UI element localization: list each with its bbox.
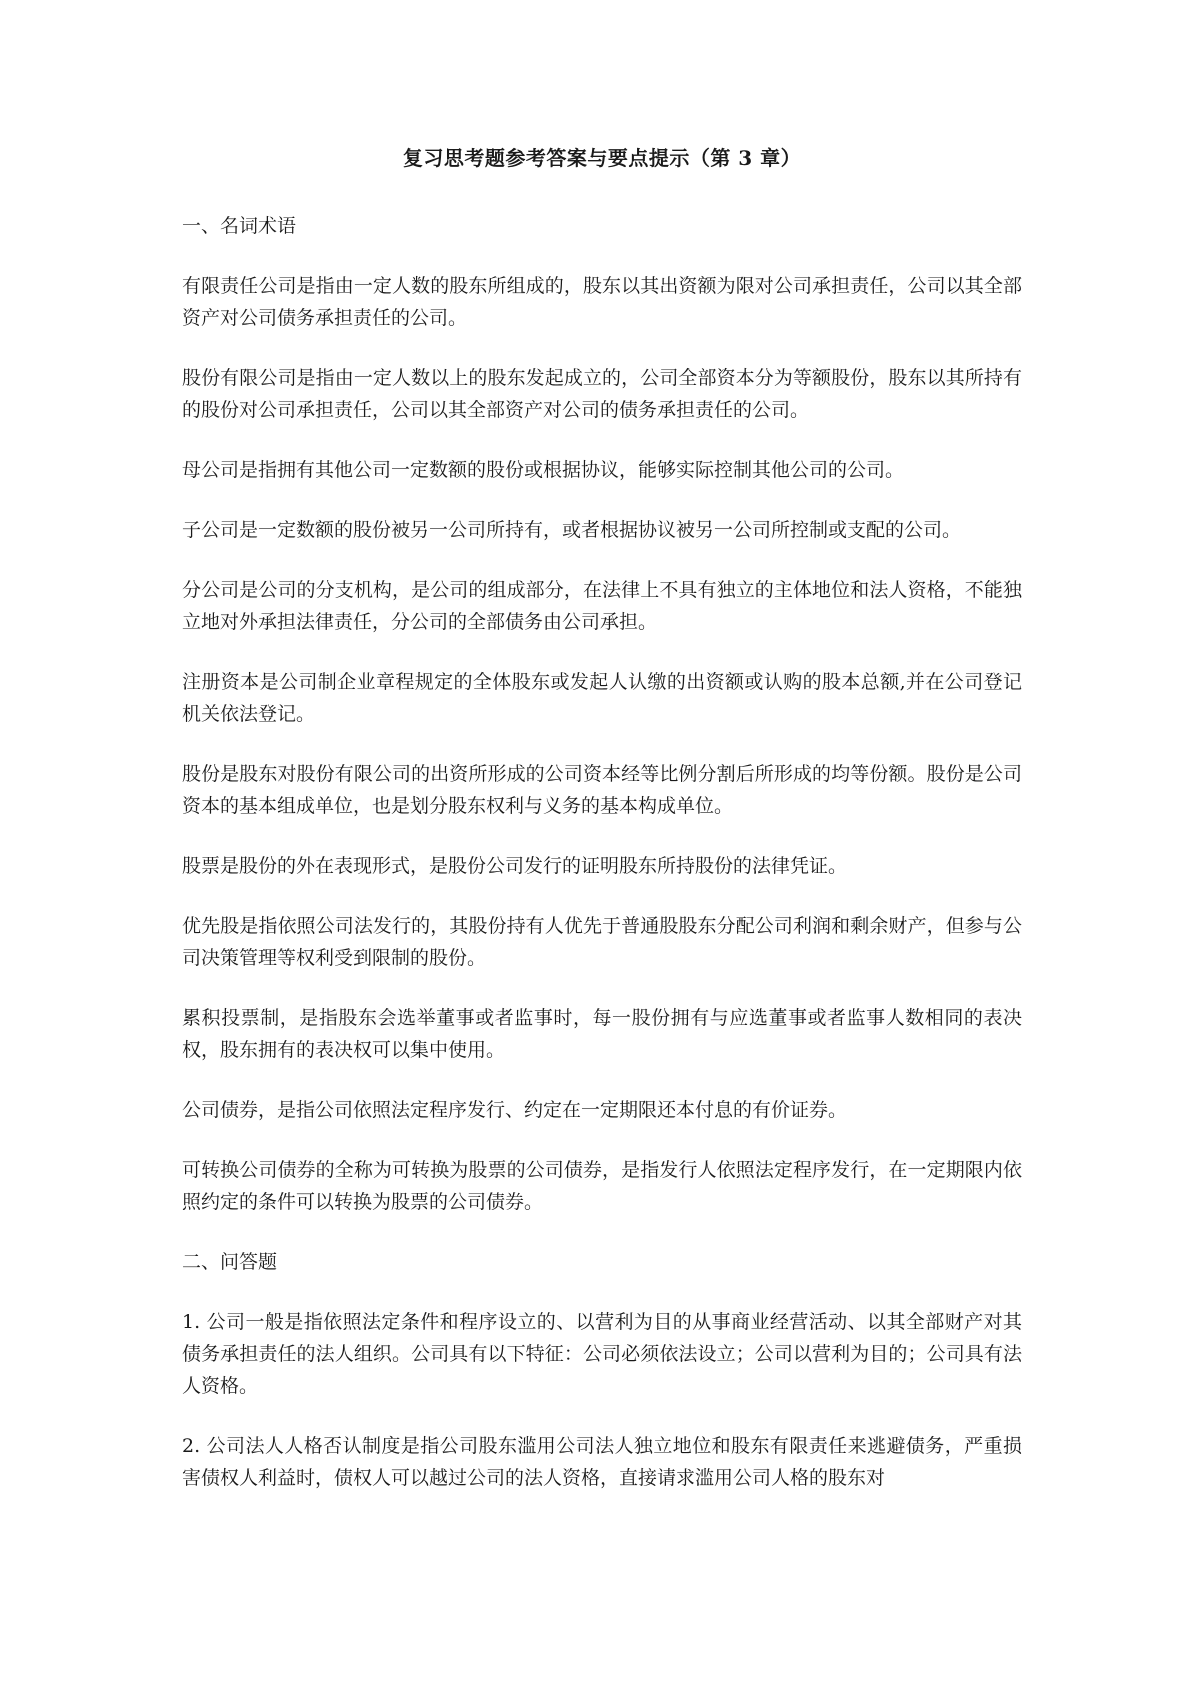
term-corporate-bond: 公司债券，是指公司依照法定程序发行、约定在一定期限还本付息的有价证券。 (182, 1099, 848, 1121)
term-registered-capital: 注册资本是公司制企业章程规定的全体股东或发起人认缴的出资额或认购的股本总额,并在公司登记机关依法登记。 (182, 671, 1022, 725)
term-preferred-stock: 优先股是指依照公司法发行的，其股份持有人优先于普通股股东分配公司利润和剩余财产，但参与公司决策管理等权利受到限制的股份。 (182, 915, 1022, 969)
answer-1: 1. 公司一般是指依照法定条件和程序设立的、以营利为目的从事商业经营活动、以其全部财产对其债务承担责任的法人组织。公司具有以下特征：公司必须依法设立；公司以营利为目的；公司具有法人资格。 (182, 1311, 1022, 1397)
term-stock: 股票是股份的外在表现形式，是股份公司发行的证明股东所持股份的法律凭证。 (182, 855, 848, 877)
term-cumulative-voting: 累积投票制，是指股东会选举董事或者监事时，每一股份拥有与应选董事或者监事人数相同的表决权，股东拥有的表决权可以集中使用。 (182, 1007, 1022, 1061)
term-subsidiary: 子公司是一定数额的股份被另一公司所持有，或者根据协议被另一公司所控制或支配的公司。 (182, 519, 962, 541)
term-limited-liability-company: 有限责任公司是指由一定人数的股东所组成的，股东以其出资额为限对公司承担责任，公司以其全部资产对公司债务承担责任的公司。 (182, 275, 1022, 329)
term-convertible-bond: 可转换公司债券的全称为可转换为股票的公司债券，是指发行人依照法定程序发行，在一定期限内依照约定的条件可以转换为股票的公司债券。 (182, 1159, 1022, 1213)
term-share: 股份是股东对股份有限公司的出资所形成的公司资本经等比例分割后所形成的均等份额。股份是公司资本的基本组成单位，也是划分股东权利与义务的基本构成单位。 (182, 763, 1022, 817)
term-parent-company: 母公司是指拥有其他公司一定数额的股份或根据协议，能够实际控制其他公司的公司。 (182, 459, 905, 481)
document-title: 复习思考题参考答案与要点提示（第 3 章） (402, 146, 802, 170)
section-heading-terms: 一、名词术语 (182, 215, 297, 237)
term-joint-stock-company: 股份有限公司是指由一定人数以上的股东发起成立的，公司全部资本分为等额股份，股东以其所持有的股份对公司承担责任，公司以其全部资产对公司的债务承担责任的公司。 (182, 367, 1022, 421)
section-heading-questions: 二、问答题 (182, 1251, 278, 1273)
answer-2: 2. 公司法人人格否认制度是指公司股东滥用公司法人独立地位和股东有限责任来逃避债务，严重损害债权人利益时，债权人可以越过公司的法人资格，直接请求滥用公司人格的股东对 (182, 1435, 1022, 1489)
term-branch: 分公司是公司的分支机构，是公司的组成部分，在法律上不具有独立的主体地位和法人资格，不能独立地对外承担法律责任，分公司的全部债务由公司承担。 (182, 579, 1022, 633)
page-content (182, 142, 1022, 1522)
